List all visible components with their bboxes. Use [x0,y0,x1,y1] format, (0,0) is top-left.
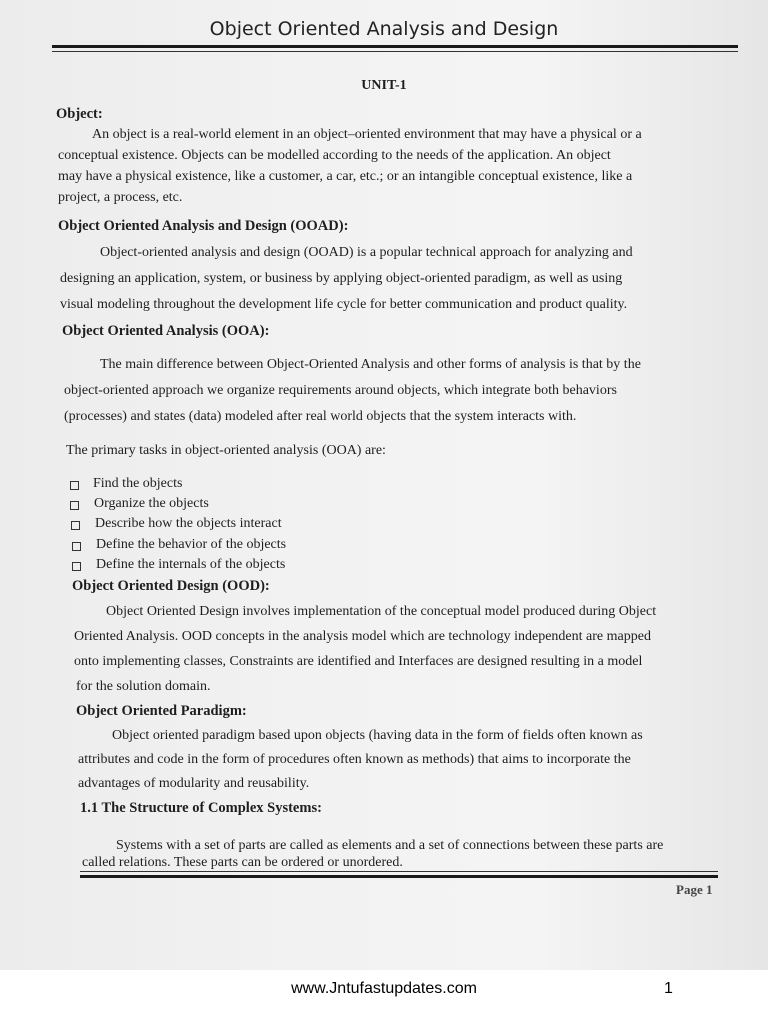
object-line-3: may have a physical existence, like a customer, a car, etc.; or an intangible conceptual existence, like a [58,169,633,184]
task-item: Define the behavior of the objects [96,537,287,552]
complex-line-1: Systems with a set of parts are called as elements and a set of connections between these parts are [116,838,664,853]
task-item: Describe how the objects interact [95,516,282,531]
ooa-line-1: The main difference between Object-Oriented Analysis and other forms of analysis is that by the [100,357,641,372]
object-line-2: conceptual existence. Objects can be modelled according to the needs of the application. An object [58,148,611,163]
ooa-heading: Object Oriented Analysis (OOA): [62,323,270,339]
paradigm-line-2: attributes and code in the form of procedures often known as methods) that aims to incorporate the [78,752,631,767]
complex-line-2: called relations. These parts can be ordered or unordered. [82,855,403,870]
footer-url: www.Jntufastupdates.com [291,980,477,997]
header-rule-thin [52,51,738,52]
paradigm-line-3: advantages of modularity and reusability. [78,776,310,791]
header-rule-thick [52,45,738,48]
footer-rule-thick [80,875,718,878]
ood-line-1: Object Oriented Design involves implementation of the conceptual model produced during Object [106,604,657,619]
ood-line-3: onto implementing classes, Constraints are identified and Interfaces are designed resulting in a model [74,654,643,669]
task-item: Define the internals of the objects [96,557,286,572]
object-line-4: project, a process, etc. [58,190,183,205]
footer-page-number: 1 [664,980,673,997]
ooa-line-2: object-oriented approach we organize requirements around objects, which integrate both behaviors [64,383,617,398]
ooa-tasks-intro: The primary tasks in object-oriented analysis (OOA) are: [66,443,386,458]
page-stamp: Page 1 [676,882,713,897]
ood-line-2: Oriented Analysis. OOD concepts in the analysis model which are technology independent are mapped [74,629,651,644]
unit-title: UNIT-1 [361,78,407,93]
checkbox-icon [71,521,80,530]
task-item: Find the objects [93,476,183,491]
checkbox-icon [72,562,81,571]
ood-line-4: for the solution domain. [76,679,211,694]
checkbox-icon [70,481,79,490]
complex-systems-heading: 1.1 The Structure of Complex Systems: [80,800,322,816]
ooad-line-3: visual modeling throughout the development life cycle for better communication and product quality. [60,297,628,312]
ooad-line-1: Object-oriented analysis and design (OOAD) is a popular technical approach for analyzing and [100,245,633,260]
task-item: Organize the objects [94,496,209,511]
object-line-1: An object is a real-world element in an object–oriented environment that may have a physical or a [92,127,642,142]
object-heading: Object: [56,106,103,122]
paradigm-line-1: Object oriented paradigm based upon objects (having data in the form of fields often known as [112,728,643,743]
paradigm-heading: Object Oriented Paradigm: [76,703,247,719]
page-header-title: Object Oriented Analysis and Design [209,18,559,40]
checkbox-icon [72,542,81,551]
ooad-line-2: designing an application, system, or business by applying object-oriented paradigm, as well as using [60,271,623,286]
footer-rule-thin [80,871,718,872]
ooad-heading: Object Oriented Analysis and Design (OOAD): [58,218,349,234]
checkbox-icon [70,501,79,510]
ooa-line-3: (processes) and states (data) modeled after real world objects that the system interacts with. [64,409,577,424]
ood-heading: Object Oriented Design (OOD): [72,578,270,594]
